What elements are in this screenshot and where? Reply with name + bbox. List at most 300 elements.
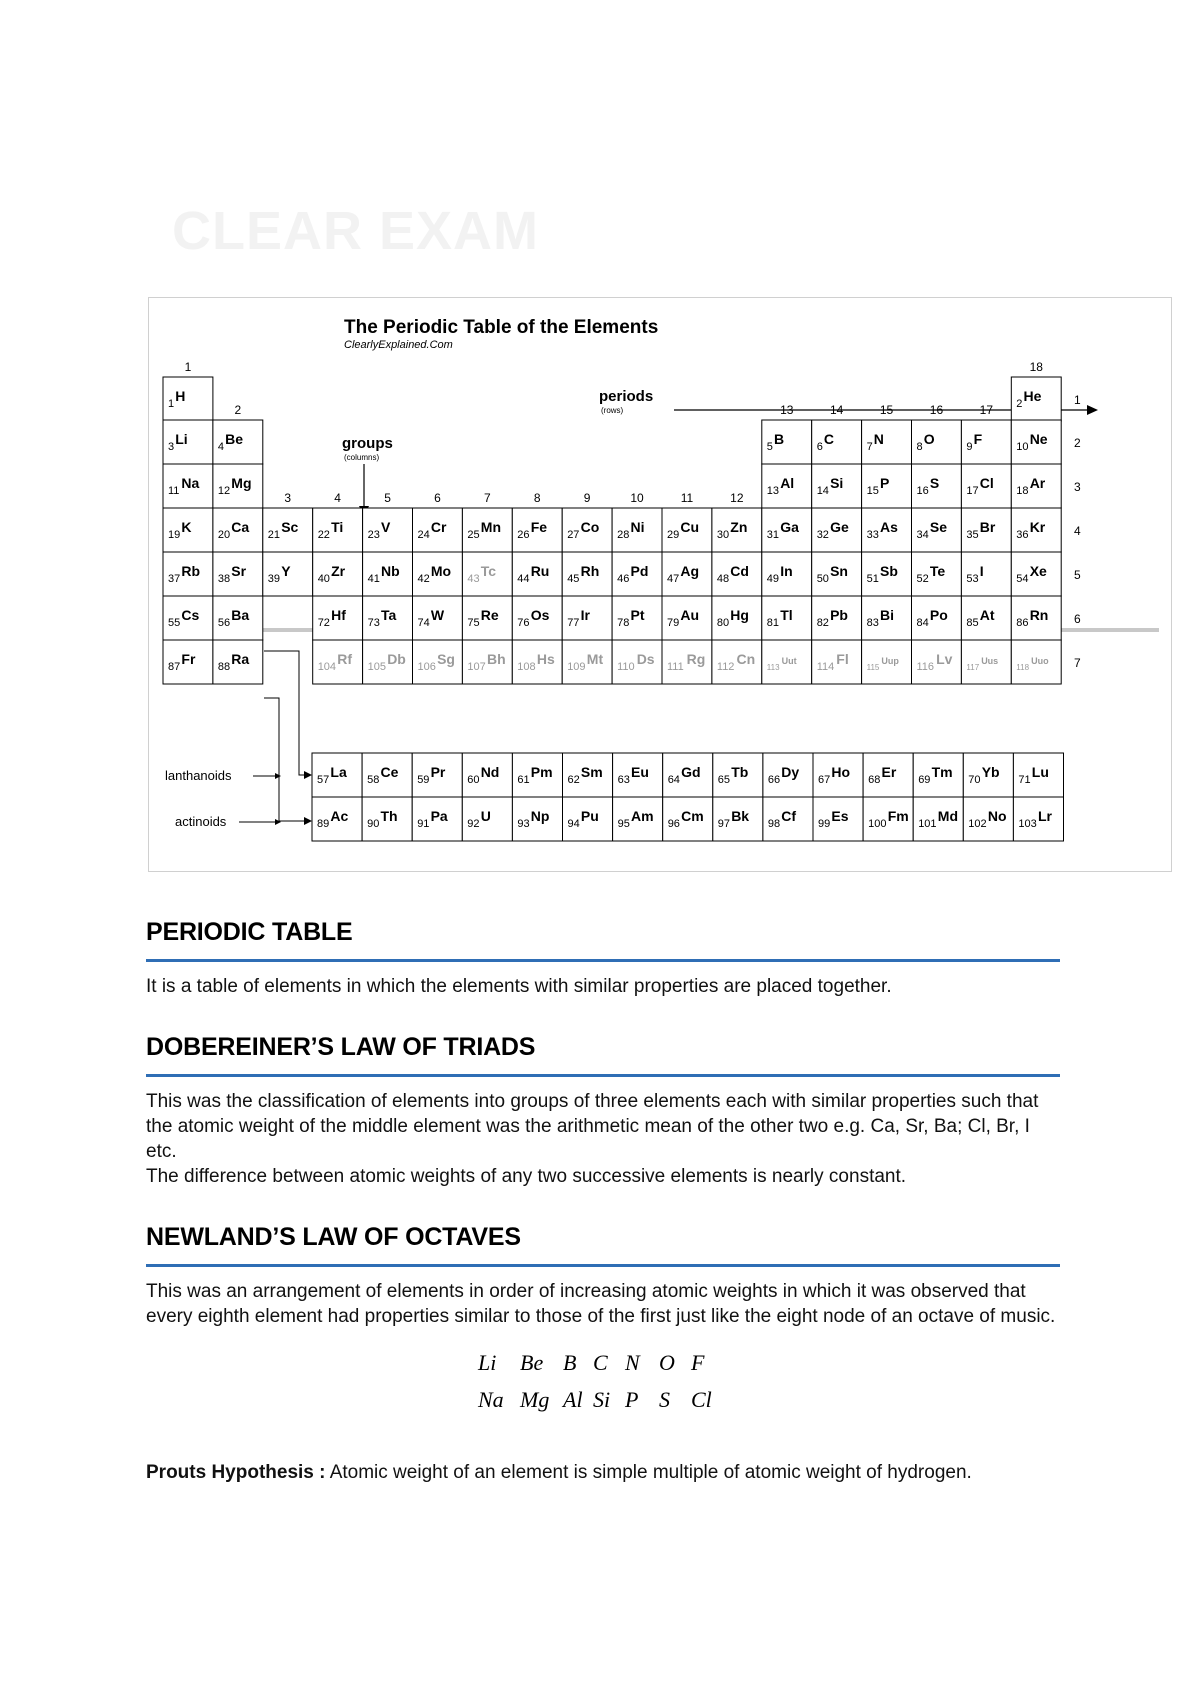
octaves-example xyxy=(478,1344,721,1418)
element-cell-ho xyxy=(813,753,863,797)
atomic-number: 9 xyxy=(966,441,973,453)
element-symbol: Hf xyxy=(331,607,346,623)
atomic-number: 85 xyxy=(966,617,979,629)
element-symbol: Pt xyxy=(630,607,645,623)
element-cell-fm xyxy=(863,797,913,841)
octave-element: Si xyxy=(593,1387,611,1412)
element-cell-os xyxy=(512,596,562,640)
element-symbol: Pb xyxy=(830,607,848,623)
atomic-number: 98 xyxy=(767,818,781,830)
element-cell-cu xyxy=(662,508,712,552)
atomic-number: 54 xyxy=(1016,573,1029,585)
element-cell-cf xyxy=(763,797,813,841)
section-text: It is a table of elements in which the elements with similar properties are placed together. xyxy=(146,976,892,997)
element-cells xyxy=(163,377,1064,841)
atomic-number: 83 xyxy=(866,617,879,629)
element-symbol: O xyxy=(923,431,935,447)
element-symbol: Cm xyxy=(681,808,704,824)
octave-row-2 xyxy=(478,1381,721,1418)
atomic-number: 58 xyxy=(367,774,380,786)
element-cell-ga xyxy=(762,508,812,552)
atomic-number: 105 xyxy=(367,661,386,673)
period-number: 4 xyxy=(1074,524,1081,538)
element-symbol: Na xyxy=(181,475,200,491)
atomic-number: 16 xyxy=(916,485,929,497)
element-symbol: Mn xyxy=(480,519,502,535)
octave-element: Mg xyxy=(520,1387,550,1412)
element-cell-bk xyxy=(713,797,763,841)
group-number: 2 xyxy=(234,403,242,417)
element-symbol: Dy xyxy=(781,764,800,780)
period-number: 1 xyxy=(1074,393,1081,407)
element-symbol: Bh xyxy=(487,651,506,667)
atomic-number: 90 xyxy=(367,818,380,830)
element-cell-sr xyxy=(213,552,263,596)
element-symbol: Ds xyxy=(636,651,655,667)
atomic-number: 109 xyxy=(567,661,586,673)
atomic-number: 118 xyxy=(1016,663,1030,672)
element-symbol: Pr xyxy=(430,764,446,780)
atomic-number: 65 xyxy=(717,774,731,786)
element-cell-hf xyxy=(313,596,363,640)
atomic-number: 38 xyxy=(217,573,231,585)
element-cell-be xyxy=(213,420,263,464)
element-symbol: Cl xyxy=(979,475,994,491)
element-symbol: Ge xyxy=(830,519,849,535)
element-cell-ce xyxy=(362,753,412,797)
atomic-number: 27 xyxy=(567,529,580,541)
element-cell-tm xyxy=(913,753,963,797)
element-cell-o xyxy=(912,420,962,464)
element-cell-au xyxy=(662,596,712,640)
element-symbol: Ho xyxy=(831,764,851,780)
element-cell-al xyxy=(762,464,812,508)
period-number: 2 xyxy=(1074,436,1081,450)
section-divider xyxy=(146,959,1060,962)
element-symbol: Er xyxy=(881,764,897,780)
element-cell-b xyxy=(762,420,812,464)
element-cell-cl xyxy=(961,464,1011,508)
element-cell-cm xyxy=(663,797,713,841)
atomic-number: 62 xyxy=(567,774,580,786)
element-symbol: Xe xyxy=(1029,563,1047,579)
octave-element: S xyxy=(659,1387,670,1412)
element-cell-no xyxy=(963,797,1013,841)
element-symbol: Fl xyxy=(836,651,849,667)
element-cell-as xyxy=(862,508,912,552)
element-cell-ca xyxy=(213,508,263,552)
element-cell-f xyxy=(961,420,1011,464)
atomic-number: 24 xyxy=(417,529,430,541)
period-number: 7 xyxy=(1074,656,1081,670)
element-cell-na xyxy=(163,464,213,508)
element-symbol: Cr xyxy=(430,519,447,535)
element-cell-co xyxy=(562,508,612,552)
element-cell-fr xyxy=(163,640,213,684)
element-symbol: Re xyxy=(480,607,499,623)
element-symbol: Tb xyxy=(731,764,749,780)
element-symbol: Tl xyxy=(780,607,793,623)
element-cell-bi xyxy=(862,596,912,640)
element-cell-ba xyxy=(213,596,263,640)
element-cell-fl xyxy=(812,640,862,684)
element-symbol: Al xyxy=(780,475,795,491)
watermark-logo: CLEAR EXAM xyxy=(172,201,540,261)
element-cell-ge xyxy=(812,508,862,552)
atomic-number: 45 xyxy=(567,573,580,585)
element-cell-es xyxy=(813,797,863,841)
element-cell-pd xyxy=(612,552,662,596)
element-symbol: Db xyxy=(387,651,406,667)
octave-element: Na xyxy=(478,1387,504,1412)
element-cell-k xyxy=(163,508,213,552)
element-symbol: C xyxy=(823,431,835,447)
atomic-number: 94 xyxy=(567,818,580,830)
element-symbol: Lu xyxy=(1031,764,1049,780)
element-cell-he xyxy=(1011,377,1061,421)
atomic-number: 13 xyxy=(766,485,780,497)
element-symbol: F xyxy=(973,431,983,447)
element-symbol: Yb xyxy=(981,764,1000,780)
element-cell-sn xyxy=(812,552,862,596)
group-number: 1 xyxy=(184,360,192,374)
group-number: 9 xyxy=(583,491,591,505)
atomic-number: 73 xyxy=(367,617,380,629)
octave-element: O xyxy=(659,1350,675,1375)
element-cell-cn xyxy=(712,640,762,684)
periodic-table-figure xyxy=(148,297,1172,872)
element-symbol: Zn xyxy=(730,519,748,535)
atomic-number: 1 xyxy=(168,398,175,410)
atomic-number: 69 xyxy=(918,774,931,786)
element-symbol: In xyxy=(780,563,793,579)
atomic-number: 114 xyxy=(816,661,835,673)
element-cell-si xyxy=(812,464,862,508)
element-symbol: Po xyxy=(929,607,948,623)
element-symbol: V xyxy=(381,519,391,535)
periods-label: periods xyxy=(599,388,654,405)
lanthanoid-connector-head xyxy=(304,771,312,779)
section-text: This was the classification of elements into groups of three elements each with similar properties such that the atomic weight of the middle element was the arithmetic mean of the other two e.g. Ca, Sr, Ba; Cl, Br, I etc. xyxy=(146,1091,1039,1162)
periodic-table-svg xyxy=(149,298,1171,871)
element-cell-cs xyxy=(163,596,213,640)
element-symbol: Sg xyxy=(437,651,455,667)
element-symbol: Ru xyxy=(530,563,550,579)
atomic-number: 74 xyxy=(417,617,430,629)
atomic-number: 103 xyxy=(1018,818,1037,830)
element-cell-tb xyxy=(713,753,763,797)
element-symbol: Os xyxy=(530,607,550,623)
element-cell-br xyxy=(961,508,1011,552)
element-cell-i xyxy=(961,552,1011,596)
element-symbol: Kr xyxy=(1029,519,1046,535)
element-symbol: Hg xyxy=(730,607,749,623)
element-symbol: Eu xyxy=(631,764,649,780)
group-number: 8 xyxy=(533,491,541,505)
atomic-number: 15 xyxy=(866,485,879,497)
atomic-number: 12 xyxy=(217,485,231,497)
element-cell-v xyxy=(363,508,413,552)
atomic-number: 22 xyxy=(317,529,330,541)
atomic-number: 88 xyxy=(217,661,231,673)
element-cell-u xyxy=(462,797,512,841)
element-symbol: Ca xyxy=(231,519,250,535)
element-symbol: Te xyxy=(929,563,946,579)
atomic-number: 100 xyxy=(868,818,887,830)
lanthanoid-connector xyxy=(264,651,305,775)
atomic-number: 82 xyxy=(816,617,829,629)
element-symbol: P xyxy=(880,475,890,491)
element-symbol: Rh xyxy=(580,563,600,579)
atomic-number: 92 xyxy=(467,818,480,830)
atomic-number: 113 xyxy=(766,663,780,672)
element-cell-tl xyxy=(762,596,812,640)
element-symbol: U xyxy=(480,808,491,824)
element-symbol: Ba xyxy=(231,607,250,623)
element-cell-cr xyxy=(413,508,463,552)
atomic-number: 115 xyxy=(866,663,880,672)
element-cell-lv xyxy=(912,640,962,684)
atomic-number: 11 xyxy=(168,485,180,497)
atomic-number: 77 xyxy=(567,617,580,629)
atomic-number: 30 xyxy=(716,529,730,541)
atomic-number: 18 xyxy=(1016,485,1029,497)
element-cell-ta xyxy=(363,596,413,640)
atomic-number: 8 xyxy=(916,441,923,453)
element-cell-sb xyxy=(862,552,912,596)
element-cell-sc xyxy=(263,508,313,552)
element-cell-yb xyxy=(963,753,1013,797)
atomic-number: 26 xyxy=(517,529,530,541)
section-divider xyxy=(146,1074,1060,1077)
element-symbol: Ti xyxy=(331,519,344,535)
atomic-number: 23 xyxy=(367,529,380,541)
element-cell-mg xyxy=(213,464,263,508)
element-symbol: Li xyxy=(175,431,188,447)
atomic-number: 64 xyxy=(667,774,680,786)
element-symbol: Np xyxy=(530,808,550,824)
atomic-number: 101 xyxy=(918,818,937,830)
group-number: 10 xyxy=(630,491,644,505)
group-number: 16 xyxy=(929,403,944,417)
element-cell-th xyxy=(362,797,412,841)
groups-sub-label: (columns) xyxy=(344,453,380,462)
element-symbol: Ne xyxy=(1029,431,1048,447)
element-cell-c xyxy=(812,420,862,464)
element-cell-zn xyxy=(712,508,762,552)
octave-element: Cl xyxy=(691,1387,712,1412)
element-symbol: Sc xyxy=(281,519,299,535)
atomic-number: 59 xyxy=(417,774,430,786)
element-cell-at xyxy=(961,596,1011,640)
element-symbol: Am xyxy=(631,808,654,824)
element-cell-rn xyxy=(1011,596,1061,640)
atomic-number: 47 xyxy=(667,573,680,585)
element-symbol: Lr xyxy=(1038,808,1052,824)
group-number: 15 xyxy=(879,403,894,417)
element-cell-te xyxy=(912,552,962,596)
element-cell-sg xyxy=(413,640,463,684)
element-cell-ni xyxy=(612,508,662,552)
atomic-number: 42 xyxy=(417,573,430,585)
element-symbol: S xyxy=(929,475,940,491)
element-symbol: Rb xyxy=(181,563,201,579)
atomic-number: 4 xyxy=(217,441,225,453)
lanthanoids-pointer-head xyxy=(275,773,281,779)
atomic-number: 40 xyxy=(317,573,330,585)
element-cell-uut xyxy=(762,640,812,684)
element-cell-eu xyxy=(613,753,663,797)
element-cell-db xyxy=(363,640,413,684)
element-cell-er xyxy=(863,753,913,797)
prouts-label: Prouts Hypothesis : xyxy=(146,1462,326,1483)
group-number: 11 xyxy=(680,491,694,505)
element-symbol: K xyxy=(181,519,192,535)
atomic-number: 10 xyxy=(1016,441,1029,453)
element-symbol: Pa xyxy=(430,808,448,824)
element-cell-n xyxy=(862,420,912,464)
atomic-number: 7 xyxy=(866,441,873,453)
element-cell-md xyxy=(913,797,963,841)
element-symbol: At xyxy=(979,607,995,623)
element-symbol: Fm xyxy=(887,808,909,824)
atomic-number: 51 xyxy=(866,573,879,585)
element-symbol: Si xyxy=(830,475,844,491)
atomic-number: 89 xyxy=(317,818,330,830)
atomic-number: 49 xyxy=(766,573,780,585)
atomic-number: 44 xyxy=(517,573,530,585)
element-cell-se xyxy=(912,508,962,552)
atomic-number: 93 xyxy=(517,818,530,830)
element-cell-mo xyxy=(413,552,463,596)
element-cell-la xyxy=(312,753,362,797)
element-symbol: Mt xyxy=(586,651,604,667)
element-symbol: Fe xyxy=(530,519,548,535)
element-cell-pm xyxy=(512,753,562,797)
element-cell-ds xyxy=(612,640,662,684)
element-symbol: Br xyxy=(979,519,996,535)
element-symbol: Se xyxy=(929,519,948,535)
element-cell-pu xyxy=(563,797,613,841)
element-symbol: Co xyxy=(580,519,600,535)
element-cell-rh xyxy=(562,552,612,596)
actinoids-label: actinoids xyxy=(175,814,227,829)
atomic-number: 60 xyxy=(467,774,480,786)
element-symbol: Ni xyxy=(630,519,645,535)
section-text-2: The difference between atomic weights of any two successive elements is nearly constant. xyxy=(146,1166,907,1187)
element-cell-po xyxy=(912,596,962,640)
atomic-number: 56 xyxy=(217,617,231,629)
atomic-number: 96 xyxy=(667,818,680,830)
section-title: DOBEREINER’S LAW OF TRIADS xyxy=(146,1033,536,1061)
group-number: 17 xyxy=(979,403,994,417)
atomic-number: 28 xyxy=(617,529,630,541)
element-symbol: Gd xyxy=(681,764,701,780)
atomic-number: 67 xyxy=(818,774,831,786)
atomic-number: 68 xyxy=(868,774,881,786)
element-cell-ac xyxy=(312,797,362,841)
element-symbol: Sr xyxy=(231,563,247,579)
atomic-number: 14 xyxy=(816,485,829,497)
element-symbol: Cs xyxy=(181,607,200,623)
atomic-number: 17 xyxy=(966,485,979,497)
atomic-number: 87 xyxy=(168,661,181,673)
element-symbol: Au xyxy=(680,607,700,623)
octave-element: C xyxy=(593,1350,608,1375)
element-cell-li xyxy=(163,420,213,464)
atomic-number: 86 xyxy=(1016,617,1029,629)
element-cell-ir xyxy=(562,596,612,640)
element-symbol: Hs xyxy=(536,651,555,667)
section-triads xyxy=(146,1033,1060,1189)
atomic-number: 55 xyxy=(168,617,181,629)
period-number: 6 xyxy=(1074,612,1081,626)
element-symbol: I xyxy=(979,563,984,579)
element-cell-hg xyxy=(712,596,762,640)
element-cell-uuo xyxy=(1011,640,1061,684)
atomic-number: 19 xyxy=(168,529,181,541)
element-symbol: Es xyxy=(831,808,849,824)
periods-arrow-head xyxy=(1087,405,1098,415)
atomic-number: 71 xyxy=(1018,774,1031,786)
element-symbol: Nd xyxy=(480,764,500,780)
element-symbol: Lv xyxy=(936,651,953,667)
atomic-number: 29 xyxy=(667,529,680,541)
element-symbol: Ac xyxy=(330,808,349,824)
element-symbol: Zr xyxy=(331,563,346,579)
actinoid-connector-head xyxy=(304,817,312,825)
element-symbol: Tc xyxy=(480,563,497,579)
periods-sub-label: (rows) xyxy=(601,406,624,415)
element-cell-pa xyxy=(412,797,462,841)
element-cell-lr xyxy=(1013,797,1063,841)
atomic-number: 66 xyxy=(767,774,781,786)
element-symbol: Md xyxy=(937,808,959,824)
atomic-number: 108 xyxy=(517,661,536,673)
atomic-number: 104 xyxy=(317,661,337,673)
group-number: 12 xyxy=(730,491,744,505)
element-symbol: Uup xyxy=(881,656,899,666)
element-symbol: Y xyxy=(281,563,291,579)
element-cell-rf xyxy=(313,640,363,684)
element-symbol: Bk xyxy=(731,808,750,824)
element-cell-ru xyxy=(512,552,562,596)
element-cell-p xyxy=(862,464,912,508)
element-cell-re xyxy=(462,596,512,640)
atomic-number: 63 xyxy=(617,774,630,786)
element-cell-am xyxy=(613,797,663,841)
element-symbol: Sn xyxy=(830,563,848,579)
prouts-text: Atomic weight of an element is simple multiple of atomic weight of hydrogen. xyxy=(325,1462,972,1483)
atomic-number: 35 xyxy=(966,529,979,541)
element-cell-pb xyxy=(812,596,862,640)
prouts-hypothesis xyxy=(146,1460,1060,1485)
group-number: 7 xyxy=(484,491,491,505)
element-symbol: Sb xyxy=(880,563,898,579)
atomic-number: 36 xyxy=(1016,529,1029,541)
atomic-number: 46 xyxy=(617,573,630,585)
atomic-number: 31 xyxy=(766,529,780,541)
atomic-number: 79 xyxy=(667,617,680,629)
element-cell-rg xyxy=(662,640,712,684)
lanthanoids-label: lanthanoids xyxy=(165,768,232,783)
atomic-number: 52 xyxy=(916,573,929,585)
section-text: This was an arrangement of elements in order of increasing atomic weights in which it was observed that every eighth element had properties similar to those of the first just like the eight node of an octave of music. xyxy=(146,1281,1056,1327)
element-cell-ar xyxy=(1011,464,1061,508)
element-cell-tc xyxy=(462,552,512,596)
atomic-number: 97 xyxy=(717,818,731,830)
element-cell-dy xyxy=(763,753,813,797)
